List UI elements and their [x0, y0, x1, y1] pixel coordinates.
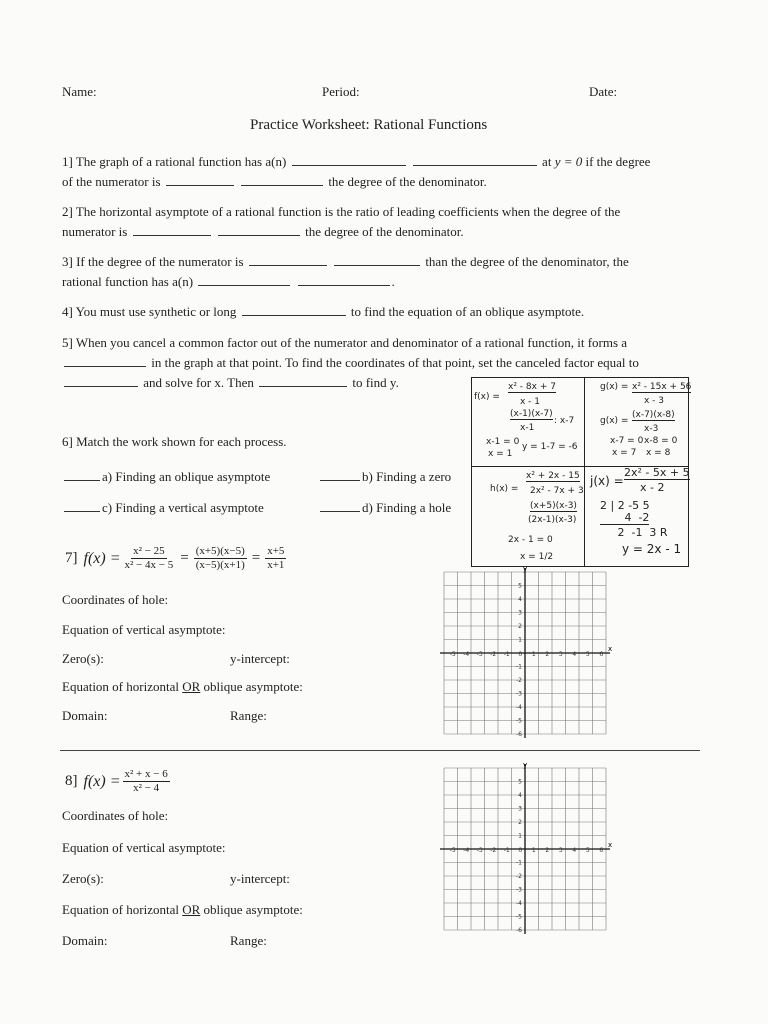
- work-f-s2: x = 1: [488, 449, 513, 459]
- work-h-num: x² + 2x - 15: [526, 471, 580, 481]
- question-2: [62, 202, 702, 242]
- work-f-y: y = 1-7 = -6: [522, 442, 578, 452]
- q8-asymptote-label: Equation of horizontal OR oblique asymptote:: [62, 902, 303, 917]
- x-tick-label: -1: [503, 651, 510, 658]
- work-box: [471, 377, 692, 567]
- name-label: Name:: [62, 84, 97, 99]
- x-tick-label: 6: [599, 651, 604, 658]
- q2-text-c: the degree of the denominator.: [305, 224, 464, 239]
- y-tick-label: -4: [516, 900, 522, 907]
- work-j-den: x - 2: [640, 481, 665, 494]
- q6-blank-c[interactable]: [64, 499, 100, 512]
- work-g-s4: x = 8: [646, 448, 671, 458]
- x-tick-label: 5: [585, 847, 590, 854]
- x-tick-label: -2: [490, 847, 497, 854]
- q2-blank-2[interactable]: [218, 223, 300, 236]
- x-tick-label: -4: [463, 847, 470, 854]
- date-label: Date:: [589, 84, 618, 99]
- q3-blank-2[interactable]: [334, 253, 420, 266]
- y-tick-label: 2: [518, 819, 522, 826]
- q1-blank-2[interactable]: [413, 153, 537, 166]
- y-tick-label: 5: [518, 582, 522, 590]
- q1-text-e: of the numerator is: [62, 174, 161, 189]
- q7-asymptote-label: Equation of horizontal OR oblique asymptote:: [62, 679, 303, 694]
- q8-frac-1: $\frac{\text{x² + x − 6}}{\text{x² − 4}}$: [124, 768, 168, 794]
- q1-text-a: 1] The graph of a rational function has a(n): [62, 154, 287, 169]
- y-tick-label: 2: [518, 623, 522, 630]
- work-f-s1: x-1 = 0: [486, 437, 520, 447]
- work-f-num: x² - 8x + 7: [508, 382, 556, 392]
- x-tick-label: 3: [558, 847, 563, 854]
- x-tick-label: -5: [449, 651, 456, 658]
- x-tick-label: -1: [503, 847, 510, 854]
- q5-blank-1[interactable]: [64, 354, 146, 367]
- work-g-lhs2: g(x) =: [600, 416, 629, 426]
- q5-blank-3[interactable]: [259, 374, 347, 387]
- y-tick-label: -5: [516, 913, 522, 921]
- q2-text-a: 2] The horizontal asymptote of a rational function is the ratio of leading coefficients when the degree of the: [62, 204, 621, 219]
- y-tick-label: 4: [518, 792, 522, 799]
- q7-zero-label: Zero(s):: [62, 651, 104, 666]
- q7-hole-label: Coordinates of hole:: [62, 592, 169, 607]
- x-tick-label: 2: [545, 847, 550, 854]
- work-f-fac-den: x-1: [520, 423, 535, 433]
- period-label: Period:: [322, 84, 360, 99]
- q4-text-a: 4] You must use synthetic or long: [62, 304, 237, 319]
- x-tick-label: 0: [518, 651, 523, 658]
- y-tick-label: 1: [518, 832, 522, 840]
- q8-coordinate-grid[interactable]: [438, 762, 618, 942]
- work-g-s3: x = 7: [612, 448, 637, 458]
- work-h-fac-den: (2x-1)(x-3): [528, 515, 577, 525]
- q6-item-c: c) Finding a vertical asymptote: [62, 499, 264, 516]
- work-g-fac-num: (x-7)(x-8): [632, 410, 675, 420]
- y-tick-label: -1: [516, 663, 522, 671]
- work-f-lhs: f(x) =: [474, 392, 500, 402]
- x-axis-label: x: [608, 841, 613, 849]
- work-h-fac-num: (x+5)(x-3): [530, 501, 577, 511]
- q1-text-b: at: [542, 154, 552, 169]
- q5-text-c: and solve for x. Then: [143, 375, 254, 390]
- q4-blank-1[interactable]: [242, 303, 346, 316]
- question-3: [62, 252, 702, 292]
- y-tick-label: -6: [516, 731, 522, 738]
- q7-label: 7]: [65, 550, 78, 566]
- work-g-s2: x-8 = 0: [644, 436, 678, 446]
- x-tick-label: 1: [531, 651, 536, 658]
- q6-item-b: b) Finding a zero: [318, 468, 451, 485]
- work-g-num: x² - 15x + 56: [632, 382, 692, 392]
- q2-text-b: numerator is: [62, 224, 128, 239]
- q7-frac-1: $\frac{\text{x² − 25}}{\text{x² − 4x − 5}}$: [124, 545, 174, 571]
- q1-blank-3[interactable]: [166, 173, 234, 186]
- x-axis-label: x: [608, 645, 613, 653]
- y-tick-label: 3: [518, 805, 522, 813]
- question-4: [62, 302, 702, 322]
- work-g-fac-den: x-3: [644, 424, 659, 434]
- q5-text-b: in the graph at that point. To find the coordinates of that point, set the canceled factor equal to: [151, 355, 639, 370]
- q7-function: 7] f(x) = $\frac{\text{x² − 25}}{\text{x² − 4x − 5}}$ = $\frac{(x+5)(x-5)}{(x-5)(x+1)}$ = $\frac{x+5}{x+1}$: [65, 545, 285, 571]
- work-g-den: x - 3: [644, 396, 665, 406]
- q8-hole-label: Coordinates of hole:: [62, 808, 169, 823]
- x-tick-label: 4: [572, 847, 577, 854]
- y-tick-label: -5: [516, 717, 522, 725]
- y-tick-label: 4: [518, 596, 522, 603]
- x-tick-label: -2: [490, 651, 497, 658]
- q4-text-b: to find the equation of an oblique asymptote.: [350, 304, 585, 319]
- q8-zero-label: Zero(s):: [62, 871, 104, 886]
- q7-frac-2: $\frac{(x+5)(x-5)}{(x-5)(x+1)}$: [195, 545, 245, 571]
- q6-blank-d[interactable]: [320, 499, 360, 512]
- y-tick-label: 5: [518, 778, 522, 786]
- x-tick-label: 4: [572, 651, 577, 658]
- q5-text-a: 5] When you cancel a common factor out of the numerator and denominator of a rational function, it forms a: [62, 335, 628, 350]
- work-j-syn1: 2 | 2 -5 5: [600, 499, 650, 512]
- q3-text-b: than the degree of the denominator, the: [425, 254, 629, 269]
- y-tick-label: -2: [516, 677, 522, 684]
- q1-blank-1[interactable]: [292, 153, 406, 166]
- y-tick-label: -3: [516, 690, 522, 698]
- q1-text-f: the degree of the denominator.: [328, 174, 487, 189]
- q2-blank-1[interactable]: [133, 223, 211, 236]
- work-h-s2: x = 1/2: [520, 552, 554, 562]
- y-tick-label: 1: [518, 636, 522, 644]
- q7-frac-3: $\frac{x+5}{x+1}$: [267, 545, 285, 571]
- y-tick-label: -6: [516, 927, 522, 934]
- x-tick-label: -3: [476, 847, 483, 854]
- y-tick-label: -1: [516, 859, 522, 867]
- work-f-fac-num: (x-1)(x-7): [510, 409, 553, 419]
- q1-text-c: y = 0: [554, 154, 583, 169]
- y-axis-label: y: [523, 762, 528, 769]
- q5-text-d: to find y.: [352, 375, 399, 390]
- work-j-res: y = 2x - 1: [622, 542, 682, 556]
- q8-label: 8]: [65, 773, 78, 789]
- q5-blank-2[interactable]: [64, 374, 138, 387]
- q8-function: [62, 768, 172, 795]
- q8-f: f(x) =: [83, 772, 121, 790]
- q7-coordinate-grid[interactable]: [438, 566, 618, 746]
- y-tick-label: 3: [518, 609, 522, 617]
- work-h-lhs: h(x) =: [490, 484, 519, 494]
- q6-blank-b[interactable]: [320, 468, 360, 481]
- question-1: [62, 152, 702, 192]
- q8-va-label: Equation of vertical asymptote:: [62, 840, 226, 855]
- q7-va-label: Equation of vertical asymptote:: [62, 622, 226, 637]
- q8-domain-label: Domain:: [62, 933, 108, 948]
- q3-text-c: rational function has a(n): [62, 274, 194, 289]
- x-tick-label: -3: [476, 651, 483, 658]
- q8-range-label: Range:: [230, 933, 267, 948]
- q7-domain-label: Domain:: [62, 708, 108, 723]
- work-f-den: x - 1: [520, 397, 541, 407]
- q3-blank-3[interactable]: [198, 273, 290, 286]
- x-tick-label: 3: [558, 651, 563, 658]
- q6-item-d: d) Finding a hole: [318, 499, 451, 516]
- q3-text-d: .: [391, 274, 395, 289]
- q3-text-a: 3] If the degree of the numerator is: [62, 254, 244, 269]
- q3-blank-1[interactable]: [249, 253, 327, 266]
- work-g-lhs: g(x) =: [600, 382, 629, 392]
- x-tick-label: 1: [531, 847, 536, 854]
- q6-prompt: 6] Match the work shown for each process.: [62, 434, 287, 449]
- q7-f: f(x) =: [83, 549, 121, 567]
- worksheet-title: Practice Worksheet: Rational Functions: [250, 117, 488, 133]
- x-tick-label: 6: [599, 847, 604, 854]
- work-h-s1: 2x - 1 = 0: [508, 535, 553, 545]
- work-j-syn2: 4 -2: [600, 511, 650, 524]
- q3-blank-4[interactable]: [298, 273, 390, 286]
- work-j-syn3: 2 -1 3 R: [600, 526, 668, 539]
- q1-blank-4[interactable]: [241, 173, 323, 186]
- work-g-s1: x-7 = 0: [610, 436, 644, 446]
- work-j-num: 2x² - 5x + 5: [624, 466, 690, 479]
- x-tick-label: -4: [463, 651, 470, 658]
- y-tick-label: -3: [516, 886, 522, 894]
- x-tick-label: 2: [545, 651, 550, 658]
- q6-item-a: a) Finding an oblique asymptote: [62, 468, 270, 485]
- x-tick-label: 5: [585, 651, 590, 658]
- section-divider: [60, 750, 700, 751]
- y-tick-label: -2: [516, 873, 522, 880]
- q1-text-d: if the degree: [585, 154, 651, 169]
- q7-yint-label: y-intercept:: [230, 651, 290, 666]
- q6-blank-a[interactable]: [64, 468, 100, 481]
- y-tick-label: -4: [516, 704, 522, 711]
- q7-range-label: Range:: [230, 708, 267, 723]
- x-tick-label: -5: [449, 847, 456, 854]
- work-f-res: : x-7: [554, 416, 575, 426]
- work-h-den: 2x² - 7x + 3: [530, 486, 584, 496]
- work-j-lhs: j(x) =: [590, 474, 624, 488]
- x-tick-label: 0: [518, 847, 523, 854]
- y-axis-label: y: [523, 566, 528, 573]
- q8-yint-label: y-intercept:: [230, 871, 290, 886]
